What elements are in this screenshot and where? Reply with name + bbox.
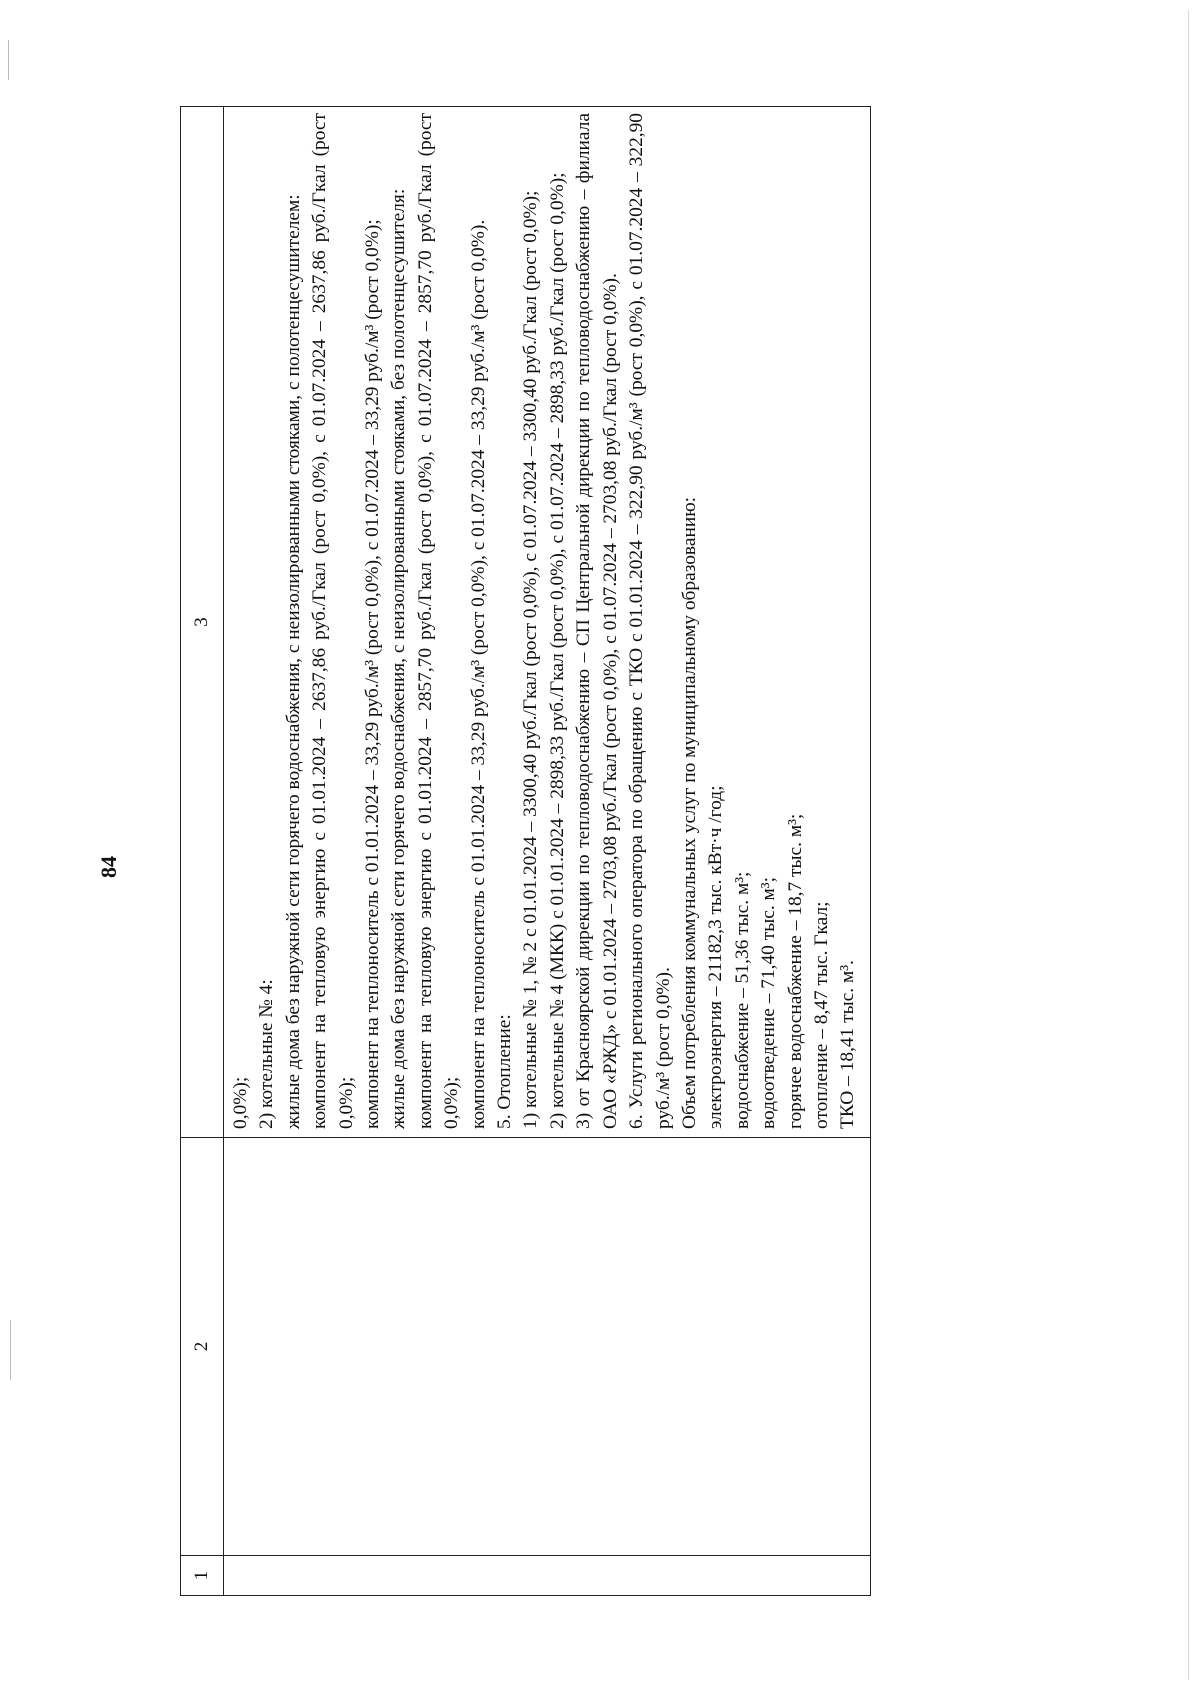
cell-column-3 <box>224 107 871 1138</box>
paragraph: 6. Услуги регионального оператора по обращению с ТКО с 01.01.2024 – 322,90 руб./м³ (рост 0,0%), с 01.07.2024 – 322,90 руб./м³ (рост 0,0%). <box>626 113 674 1129</box>
table-header-row <box>181 107 224 1596</box>
paragraph: 3) от Красноярской дирекции по тепловодоснабжению – СП Центральной дирекции по тепловодоснабжению – филиала ОАО «РЖД» с 01.01.2024 – 2703,08 руб./Гкал (рост 0,0%), с 01.07.2024 – 2703,08 руб./Гкал (рост 0,0%). <box>573 113 621 1129</box>
column-header-1: 1 <box>181 1556 224 1596</box>
paragraph: отопление – 8,47 тыс. Гкал; <box>810 901 832 1129</box>
paragraph: 5. Отопление: <box>494 1014 516 1129</box>
data-table <box>180 106 871 1596</box>
paragraph: компонент на теплоноситель с 01.01.2024 – 33,29 руб./м³ (рост 0,0%), с 01.07.2024 – 33,29 руб./м³ (рост 0,0%). <box>467 219 489 1129</box>
paragraph: 2) котельные № 4: <box>256 979 278 1129</box>
paragraph: электроэнергия – 21182,3 тыс. кВт·ч /год; <box>705 785 727 1129</box>
paragraph: горячее водоснабжение – 18,7 тыс. м³; <box>784 813 806 1129</box>
paragraph: компонент на тепловую энергию с 01.01.2024 – 2637,86 руб./Гкал (рост 0,0%), с 01.07.2024 – 2637,86 руб./Гкал (рост 0,0%); <box>309 113 357 1129</box>
scan-artifact <box>8 40 9 80</box>
cell-column-2 <box>224 1138 871 1556</box>
paragraph: Объем потребления коммунальных услуг по муниципальному образованию: <box>678 496 700 1129</box>
paragraph: 1) котельные № 1, № 2 с 01.01.2024 – 3300,40 руб./Гкал (рост 0,0%), с 01.07.2024 – 3300,40 руб./Гкал (рост 0,0%); <box>520 190 542 1129</box>
paragraph: 0,0%); <box>230 1076 251 1129</box>
cell-column-1 <box>224 1556 871 1596</box>
paragraph: компонент на тепловую энергию с 01.01.2024 – 2857,70 руб./Гкал (рост 0,0%), с 01.07.2024 – 2857,70 руб./Гкал (рост 0,0%); <box>414 113 463 1129</box>
column-header-3: 3 <box>181 107 224 1138</box>
column-header-2: 2 <box>181 1138 224 1556</box>
scan-artifact <box>10 1320 11 1380</box>
paragraph: ТКО – 18,41 тыс. м³. <box>837 960 859 1129</box>
paragraph: жилые дома без наружной сети горячего водоснабжения, с неизолированными стояками, с полотенцесушителем: <box>282 194 304 1129</box>
paragraph: 2) котельные № 4 (МКК) с 01.01.2024 – 2898,33 руб./Гкал (рост 0,0%), с 01.07.2024 – 2898,33 руб./Гкал (рост 0,0%); <box>546 172 568 1129</box>
scan-artifact <box>1188 10 1189 1680</box>
paragraph: жилые дома без наружной сети горячего водоснабжения, с неизолированными стояками, без полотенцесушителя: <box>388 188 410 1129</box>
cell-text <box>228 113 862 1129</box>
paragraph: компонент на теплоноситель с 01.01.2024 – 33,29 руб./м³ (рост 0,0%), с 01.07.2024 – 33,29 руб./м³ (рост 0,0%); <box>362 219 384 1129</box>
paragraph: водоснабжение – 51,36 тыс. м³; <box>731 871 753 1129</box>
paragraph: водоотведение – 71,40 тыс. м³; <box>758 876 780 1129</box>
page-number: 84 <box>96 856 121 878</box>
table-row <box>224 107 871 1596</box>
